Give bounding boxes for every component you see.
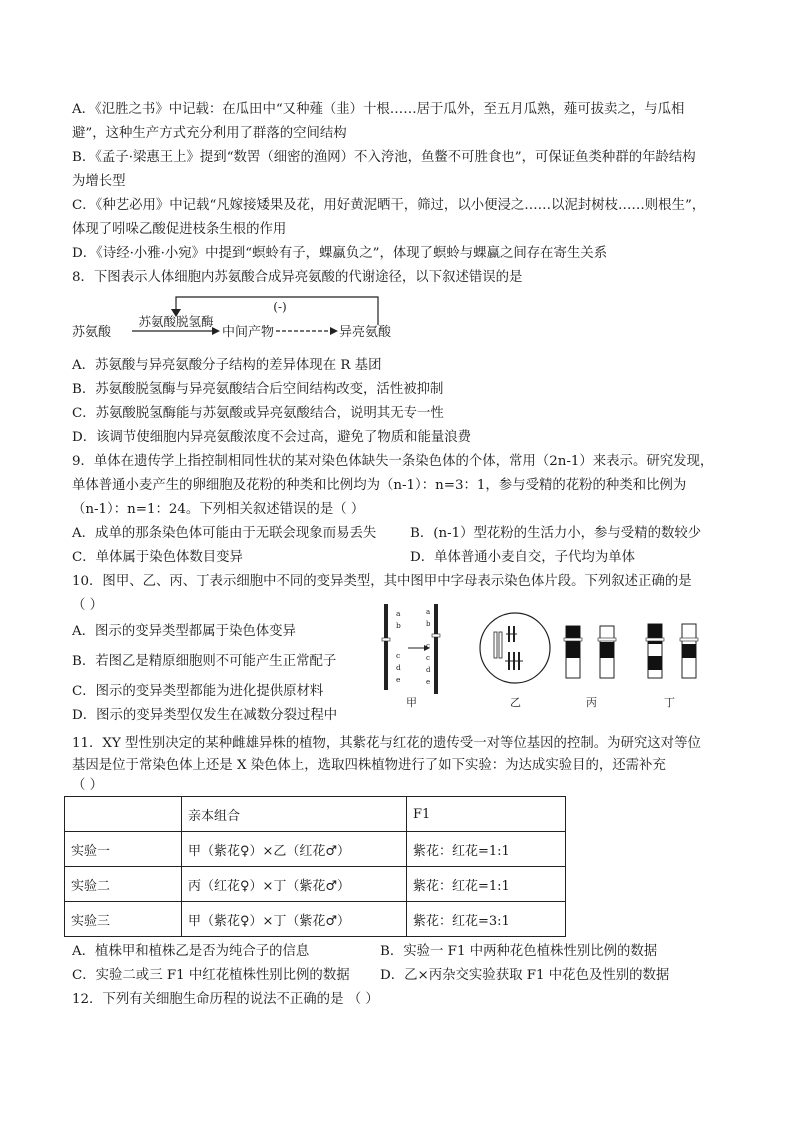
segment-letter: d bbox=[396, 663, 401, 672]
product-label: 异亮氨酸 bbox=[339, 325, 392, 340]
segment-letter: e bbox=[396, 675, 401, 684]
table-row bbox=[65, 832, 566, 867]
q9-option-a: A．成单的那条染色体可能由于无联会现象而易丢失 bbox=[72, 526, 377, 541]
q10-stem-line2: （ ） bbox=[72, 598, 104, 613]
q10-option-b: B．若图乙是精原细胞则不可能产生正常配子 bbox=[72, 654, 337, 669]
segment-letter: b bbox=[426, 620, 431, 628]
experiment-table bbox=[64, 796, 566, 937]
q7-option-d: D．《诗经·小雅·小宛》中提到“螟蛉有子，蜾蠃负之”，体现了螟蛉与蜾蠃之间存在寄生关系 bbox=[72, 246, 608, 261]
q9-stem-line2: 单体普通小麦产生的卵细胞及花粉的种类和比例均为（n-1）：n=3：1，参与受精的花粉的种类和比例为 bbox=[72, 478, 687, 493]
q11-stem-line3: （ ） bbox=[72, 778, 104, 793]
q9-stem-line3: （n-1）：n=1：24。下列相关叙述错误的是（ ） bbox=[72, 502, 365, 517]
q8-option-a: A．苏氨酸与异亮氨酸分子结构的差异体现在 R 基团 bbox=[72, 358, 382, 373]
table-header-cell bbox=[65, 797, 182, 832]
table-cell: 紫花：红花=1:1 bbox=[407, 832, 566, 867]
chromosome-pair-ding bbox=[646, 624, 698, 678]
segment-letter: c bbox=[426, 642, 430, 650]
table-row bbox=[65, 867, 566, 902]
substrate-label: 苏氨酸 bbox=[72, 325, 112, 340]
table-cell: 实验二 bbox=[65, 867, 182, 902]
q10-stem-line1: 10．图甲、乙、丙、丁表示细胞中不同的变异类型，其中图甲中字母表示染色体片段。下列叙述正确的是 bbox=[72, 574, 692, 589]
q7-option-c-line1: C．《种艺必用》中记载“凡嫁接矮果及花，用好黄泥晒干，筛过，以小便浸之……以泥封树枝……则根生”， bbox=[72, 198, 706, 213]
table-cell: 实验一 bbox=[65, 832, 182, 867]
table-header-row bbox=[65, 797, 566, 832]
q11-stem-line2: 基因是位于常染色体上还是 X 染色体上，选取四株植物进行了如下实验：为达成实验目的，还需补充 bbox=[72, 758, 666, 773]
table-cell: 甲（紫花♀）×乙（红花♂） bbox=[182, 832, 407, 867]
fig-label-yi: 乙 bbox=[510, 696, 521, 709]
chromosome-jia-mutated bbox=[426, 604, 440, 694]
q7-option-b-line2: 为增长型 bbox=[72, 174, 126, 189]
q12-stem: 12．下列有关细胞生命历程的说法不正确的是 （ ） bbox=[72, 992, 379, 1007]
table-cell: 丙（红花♀）×丁（紫花♂） bbox=[182, 867, 407, 902]
enzyme-label: 苏氨酸脱氢酶 bbox=[138, 314, 214, 329]
q7-option-c-line2: 体现了吲哚乙酸促进枝条生根的作用 bbox=[72, 222, 287, 237]
table-row bbox=[65, 902, 566, 937]
chromosome-jia-original bbox=[382, 604, 401, 690]
fig-label-jia: 甲 bbox=[406, 696, 417, 709]
q8-option-b: B．苏氨酸脱氢酶与异亮氨酸结合后空间结构改变，活性被抑制 bbox=[72, 382, 444, 397]
segment-letter: c bbox=[396, 651, 401, 660]
metabolic-pathway-diagram bbox=[72, 291, 412, 347]
q10-option-c: C．图示的变异类型都能为进化提供原材料 bbox=[72, 684, 324, 699]
table-cell: 实验三 bbox=[65, 902, 182, 937]
q8-option-c: C．苏氨酸脱氢酶能与苏氨酸或异亮氨酸结合，说明其无专一性 bbox=[72, 406, 444, 421]
segment-letter: c bbox=[426, 654, 430, 662]
segment-letter: a bbox=[426, 608, 431, 616]
q9-option-c: C．单体属于染色体数目变异 bbox=[72, 550, 243, 565]
table-cell: 紫花：红花=1:1 bbox=[407, 867, 566, 902]
fig-label-ding: 丁 bbox=[664, 696, 675, 709]
segment-letter: d bbox=[426, 666, 431, 674]
segment-letter: a bbox=[396, 609, 401, 618]
q11-option-b: B．实验一 F1 中两种花色植株性别比例的数据 bbox=[380, 944, 658, 959]
q11-option-c: C．实验二或三 F1 中红花植株性别比例的数据 bbox=[72, 968, 350, 983]
table-cell: 甲（紫花♀）×丁（紫花♂） bbox=[182, 902, 407, 937]
inhibition-label: (-) bbox=[273, 300, 287, 314]
q7-option-a-line1: A．《氾胜之书》中记载：在瓜田中“又种薤（韭）十根……居于瓜外，至五月瓜熟，薤可拔卖之，与瓜相 bbox=[72, 102, 685, 117]
q9-option-d: D．单体普通小麦自交，子代均为单体 bbox=[410, 550, 635, 565]
q9-option-b: B．(n-1）型花粉的生活力小，参与受精的数较少 bbox=[410, 526, 702, 541]
fig-label-bing: 丙 bbox=[586, 696, 597, 709]
table-cell: 紫花：红花=3:1 bbox=[407, 902, 566, 937]
q9-stem-line1: 9．单体在遗传学上指控制相同性状的某对染色体缺失一条染色体的个体，常用（2n-1）来表示。研究发现， bbox=[72, 454, 714, 469]
q10-option-d: D．图示的变异类型仅发生在减数分裂过程中 bbox=[72, 708, 338, 723]
intermediate-label: 中间产物 bbox=[222, 325, 275, 340]
q7-option-a-line2: 避”，这种生产方式充分利用了群落的空间结构 bbox=[72, 126, 347, 141]
q7-option-b-line1: B．《孟子·梁惠王上》提到“数罟（细密的渔网）不入洿池，鱼鳖不可胜食也”，可保证鱼类种群的年龄结构 bbox=[72, 150, 696, 165]
q11-option-a: A．植株甲和植株乙是否为纯合子的信息 bbox=[72, 944, 310, 959]
variation-types-figure bbox=[378, 602, 718, 710]
segment-letter: e bbox=[426, 678, 431, 686]
q10-option-a: A．图示的变异类型都属于染色体变异 bbox=[72, 624, 296, 639]
table-header-cell: F1 bbox=[407, 797, 566, 832]
table-header-cell: 亲本组合 bbox=[182, 797, 407, 832]
q11-option-d: D．乙×丙杂交实验获取 F1 中花色及性别的数据 bbox=[380, 968, 670, 983]
cell-yi bbox=[480, 613, 550, 683]
q11-stem-line1: 11．XY 型性别决定的某种雌雄异株的植物，其紫花与红花的遗传受一对等位基因的控制。为研究这对等位 bbox=[72, 736, 701, 751]
chromosome-pair-bing bbox=[564, 626, 616, 678]
q8-stem: 8．下图表示人体细胞内苏氨酸合成异亮氨酸的代谢途径，以下叙述错误的是 bbox=[72, 270, 523, 285]
segment-letter: b bbox=[396, 621, 401, 630]
q8-option-d: D．该调节使细胞内异亮氨酸浓度不会过高，避免了物质和能量浪费 bbox=[72, 430, 472, 445]
